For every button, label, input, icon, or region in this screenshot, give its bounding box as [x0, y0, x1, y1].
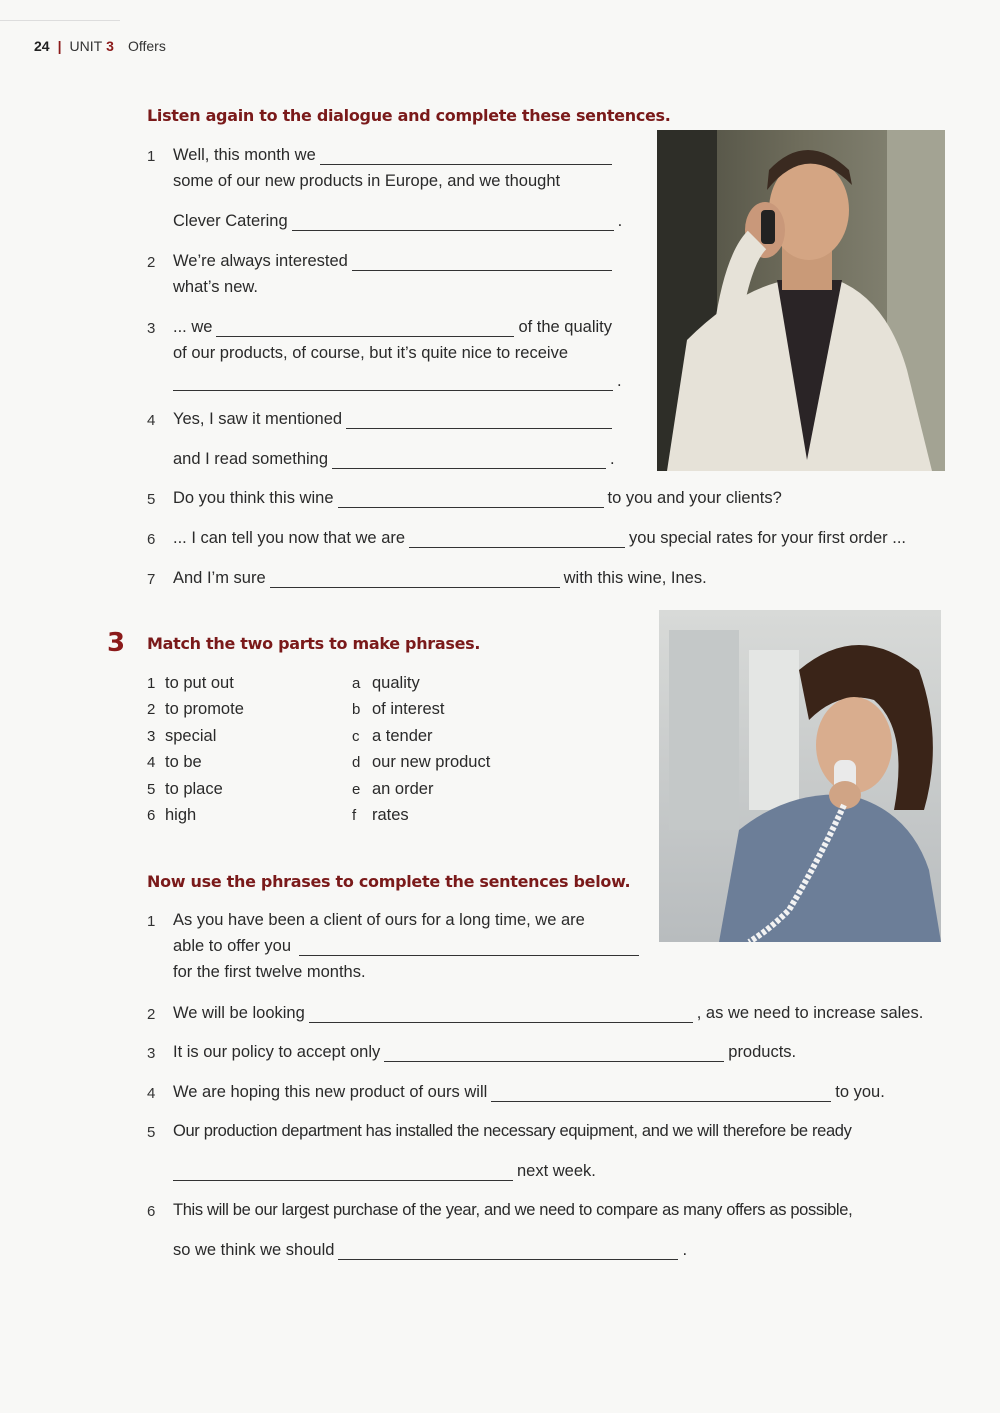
sentence-text: to you and your clients? [607, 489, 782, 507]
sentence-5 [147, 489, 782, 508]
sentence-punct: . [610, 450, 615, 468]
man-on-phone-photo [657, 130, 945, 471]
item-number: 5 [147, 491, 156, 508]
practice-6-line-1 [147, 1201, 852, 1220]
match-right-item: b of interest [352, 700, 445, 719]
match-right-item: c a tender [352, 726, 433, 745]
item-number: 4 [147, 412, 156, 429]
match-left-item: 2 to promote [147, 700, 244, 719]
item-number: 2 [147, 254, 156, 271]
sentence-2-line-1 [147, 252, 616, 271]
practice-6-line-2 [173, 1241, 687, 1260]
sentence-text: of the quality [518, 318, 612, 336]
sentence-text: Our production department has installed the necessary equipment, and we will therefore be ready [173, 1122, 852, 1140]
answer-blank[interactable] [338, 489, 604, 508]
sentence-text: We are hoping this new product of ours will [173, 1083, 488, 1101]
match-left-item: 1 to put out [147, 674, 234, 692]
sentence-text: And I’m sure [173, 569, 266, 587]
item-number: 4 [147, 1085, 156, 1102]
sentence-text: , as we need to increase sales. [696, 1004, 924, 1022]
sentence-text: of our products, of course, but it’s quite nice to receive [173, 344, 568, 362]
sentence-1-line-2 [173, 172, 560, 191]
sentence-text: to you. [835, 1083, 885, 1101]
answer-blank[interactable] [338, 1241, 678, 1260]
sentence-text: what’s new. [173, 278, 258, 296]
sentence-text: you special rates for your first order ... [629, 529, 906, 547]
answer-blank[interactable] [332, 450, 606, 469]
unit-label: UNIT [69, 38, 103, 54]
sentence-3-line-1 [147, 318, 612, 337]
item-number: 3 [147, 320, 156, 337]
sentence-text: products. [728, 1043, 797, 1061]
sentence-text: We will be looking [173, 1004, 305, 1022]
sentence-text: some of our new products in Europe, and we thought [173, 172, 561, 190]
answer-blank[interactable] [216, 318, 514, 337]
match-right-column [352, 674, 490, 832]
sentence-text: next week. [517, 1162, 596, 1180]
page-header [34, 38, 166, 54]
practice-5-line-2 [173, 1162, 596, 1181]
sentence-text: ... I can tell you now that we are [173, 529, 406, 547]
answer-blank[interactable] [270, 569, 560, 588]
sentence-6 [147, 529, 906, 548]
answer-blank[interactable] [173, 1162, 513, 1181]
unit-number: 3 [106, 38, 114, 54]
man-on-phone-illustration [657, 130, 945, 471]
top-rule [0, 20, 120, 21]
page-number: 24 [34, 38, 50, 54]
match-left-column [147, 674, 244, 832]
sentence-1-line-3 [173, 212, 622, 231]
match-heading: Match the two parts to make phrases. [147, 634, 481, 653]
item-number: 2 [147, 1006, 156, 1023]
listen-heading: Listen again to the dialogue and complete these sentences. [147, 106, 671, 125]
practice-1-line-1 [147, 911, 585, 930]
sentence-1-line-1 [147, 146, 616, 165]
answer-blank[interactable] [173, 372, 613, 391]
woman-on-phone-illustration [659, 610, 941, 942]
answer-blank[interactable] [346, 410, 612, 429]
match-left-item: 4 to be [147, 753, 202, 772]
sentence-punct: . [617, 372, 622, 390]
sentence-text: This will be our largest purchase of the year, and we need to compare as many offers as possible, [173, 1201, 853, 1219]
match-left-item: 5 to place [147, 779, 223, 798]
sentence-text: It is our policy to accept only [173, 1043, 381, 1061]
sentence-text: with this wine, Ines. [563, 569, 707, 587]
answer-blank[interactable] [292, 212, 614, 231]
item-number: 3 [147, 1045, 156, 1062]
sentence-text: As you have been a client of ours for a long time, we are [173, 911, 585, 929]
sentence-text: We’re always interested [173, 252, 348, 270]
sentence-4-line-1 [147, 410, 616, 429]
item-number: 6 [147, 1203, 156, 1220]
answer-blank[interactable] [352, 252, 612, 271]
item-number: 6 [147, 531, 156, 548]
exercise-number: 3 [107, 628, 126, 658]
answer-blank[interactable] [409, 529, 625, 548]
sentence-2-line-2 [173, 278, 258, 297]
sentence-text: able to offer you [173, 937, 292, 955]
match-right-item: d our new product [352, 753, 491, 772]
match-right-item: a quality [352, 674, 420, 692]
practice-2 [147, 1004, 923, 1023]
answer-blank[interactable] [309, 1004, 693, 1023]
item-number: 5 [147, 1124, 156, 1141]
practice-4 [147, 1083, 885, 1102]
match-left-item: 3 special [147, 726, 217, 745]
sentence-text: ... we [173, 318, 213, 336]
practice-5-line-1 [147, 1122, 852, 1141]
sentence-text: Do you think this wine [173, 489, 334, 507]
sentence-3-line-3 [173, 372, 622, 391]
sentence-text: and I read something [173, 450, 329, 468]
use-phrases-heading: Now use the phrases to complete the sentences below. [147, 872, 631, 891]
item-number: 1 [147, 913, 156, 930]
match-right-item: e an order [352, 779, 434, 798]
sentence-4-line-2 [173, 450, 615, 469]
sentence-text: for the first twelve months. [173, 963, 366, 981]
answer-blank[interactable] [320, 146, 612, 165]
practice-1-line-2 [173, 937, 643, 956]
answer-blank[interactable] [384, 1043, 724, 1062]
sentence-7 [147, 569, 707, 588]
answer-blank[interactable] [491, 1083, 831, 1102]
woman-on-phone-photo [659, 610, 941, 942]
sentence-punct: . [682, 1241, 688, 1259]
sentence-text: Yes, I saw it mentioned [173, 410, 343, 428]
practice-1-line-3 [173, 963, 366, 982]
header-separator: | [57, 38, 62, 54]
practice-3 [147, 1043, 796, 1062]
section-title: Offers [127, 38, 166, 54]
sentence-text: Well, this month we [173, 146, 316, 164]
match-left-item: 6 high [147, 805, 197, 824]
sentence-text: so we think we should [173, 1241, 335, 1259]
sentence-3-line-2 [173, 344, 568, 363]
item-number: 7 [147, 571, 156, 588]
item-number: 1 [147, 148, 156, 165]
match-right-item: f rates [352, 805, 409, 824]
sentence-text: Clever Catering [173, 212, 288, 230]
sentence-punct: . [617, 212, 623, 230]
answer-blank[interactable] [299, 937, 639, 956]
